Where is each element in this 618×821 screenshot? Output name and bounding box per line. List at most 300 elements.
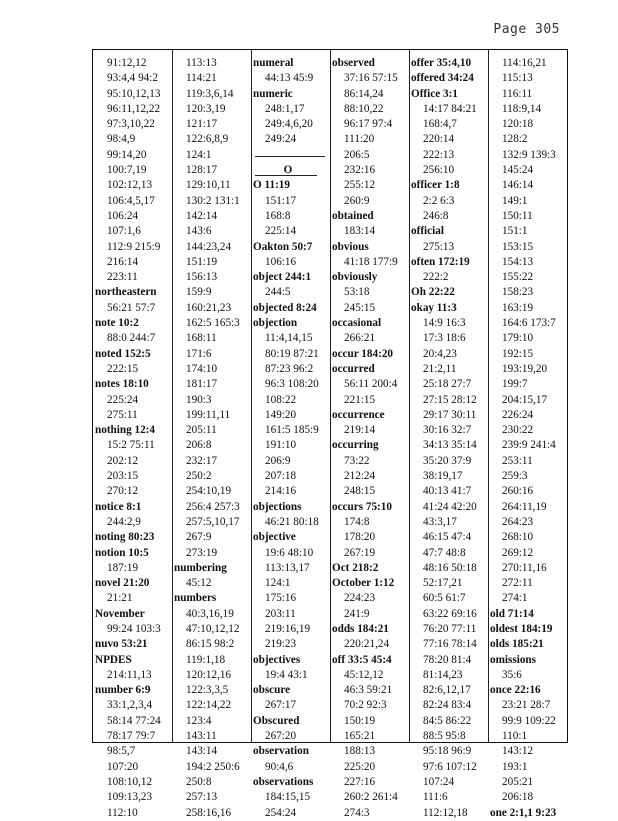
page-reference: 35:6 <box>502 668 522 681</box>
page-reference: 132:9 139:3 <box>502 148 556 161</box>
page-reference: 199:11,11 <box>186 408 231 421</box>
page-reference: 113:13,17 <box>265 561 310 574</box>
page-reference: 248:1,17 <box>265 102 305 115</box>
page-reference: 106:24 <box>107 209 139 222</box>
page-reference: 35:20 37:9 <box>423 454 472 467</box>
page-reference: 123:4 <box>186 714 212 727</box>
page-reference: 160:21,23 <box>186 301 232 314</box>
page-reference: 246:8 <box>423 209 449 222</box>
page-reference: 221:15 <box>344 393 376 406</box>
page-reference: 107:24 <box>423 775 455 788</box>
index-term: Obscured <box>253 714 300 727</box>
index-term: obtained <box>332 209 374 222</box>
page-reference: 222:2 <box>423 271 449 284</box>
page-reference: 168:11 <box>186 332 217 345</box>
index-term: object 244:1 <box>253 271 312 284</box>
page-reference: 82:24 83:4 <box>423 699 472 712</box>
page-reference: 184:15,15 <box>265 791 311 804</box>
page-reference: 222:13 <box>423 148 455 161</box>
index-term: okay 11:3 <box>411 301 457 314</box>
page-reference: 260:16 <box>502 485 534 498</box>
page-reference: 143:12 <box>502 745 534 758</box>
page-reference: 205:21 <box>502 775 534 788</box>
page-reference: 254:10,19 <box>186 485 232 498</box>
page-reference: 241:9 <box>344 607 370 620</box>
page-reference: 63:22 69:16 <box>423 607 477 620</box>
index-term: objective <box>253 531 296 544</box>
index-term: nothing 12:4 <box>95 424 155 437</box>
page-reference: 206:18 <box>502 791 534 804</box>
index-term: numbering <box>174 561 227 574</box>
index-term: numeral <box>253 57 294 69</box>
page-reference: 45:12 <box>186 577 212 590</box>
page-reference: 254:24 <box>265 806 297 819</box>
page-reference: 203:11 <box>265 607 296 620</box>
index-column-6 <box>490 56 566 819</box>
page-reference: 14:9 16:3 <box>423 317 466 330</box>
page-reference: 129:10,11 <box>186 179 231 192</box>
page-reference: 23:21 28:7 <box>502 699 551 712</box>
page-reference: 102:12,13 <box>107 179 153 192</box>
page-reference: 219:16,19 <box>265 622 311 635</box>
page-reference: 107:1,6 <box>107 225 141 238</box>
index-term: observation <box>253 745 309 758</box>
page-reference: 128:2 <box>502 133 528 146</box>
page-reference: 88:5 95:8 <box>423 730 466 743</box>
page-reference: 275:11 <box>107 408 138 421</box>
page-reference: 171:6 <box>186 347 212 360</box>
page-reference: 95:10,12,13 <box>107 87 161 100</box>
index-term: nuvo 53:21 <box>95 638 148 651</box>
index-term: number 6:9 <box>95 684 151 697</box>
index-term: officer 1:8 <box>411 179 460 192</box>
page-reference: 120:12,16 <box>186 668 232 681</box>
index-term: note 10:2 <box>95 317 139 330</box>
index-term: off 33:5 45:4 <box>332 653 392 666</box>
page-reference: 257:5,10,17 <box>186 515 240 528</box>
page-reference: 37:16 57:15 <box>344 72 398 85</box>
page-reference: 144:23,24 <box>186 240 232 253</box>
page-reference: 222:15 <box>107 362 139 375</box>
page-reference: 46:15 47:4 <box>423 531 472 544</box>
index-column-1 <box>95 56 173 819</box>
index-column-5 <box>411 56 489 819</box>
page-reference: 244:5 <box>265 286 291 299</box>
index-term: odds 184:21 <box>332 622 389 635</box>
page-reference: 159:9 <box>186 286 212 299</box>
page-reference: 188:13 <box>344 745 376 758</box>
page-reference: 120:3,19 <box>186 102 226 115</box>
page-reference: 267:19 <box>344 546 376 559</box>
page-reference: 97:6 107:12 <box>423 760 477 773</box>
page-reference: 168:4,7 <box>423 118 457 131</box>
page-reference: 162:5 165:3 <box>186 317 240 330</box>
index-term: occurring <box>332 439 379 452</box>
page-reference: 33:1,2,3,4 <box>107 699 153 712</box>
index-term: numbers <box>174 592 217 605</box>
page-reference: 258:16,16 <box>186 806 232 819</box>
page-reference: 214:11,13 <box>107 668 152 681</box>
page-reference: 202:12 <box>107 454 139 467</box>
page-reference: 17:3 18:6 <box>423 332 466 345</box>
page-reference: 21:2,11 <box>423 362 457 375</box>
page-reference: 111:6 <box>423 791 448 804</box>
page-reference: 56:11 200:4 <box>344 378 398 391</box>
page-reference: 95:18 96:9 <box>423 745 472 758</box>
index-term: October 1:12 <box>332 577 395 590</box>
page-reference: 41:24 42:20 <box>423 500 477 513</box>
page-reference: 179:10 <box>502 332 534 345</box>
index-term: obvious <box>332 240 369 253</box>
page-reference: 194:2 250:6 <box>186 760 240 773</box>
page-reference: 14:17 84:21 <box>423 102 477 115</box>
page-reference: 274:1 <box>502 592 528 605</box>
page-reference: 267:20 <box>265 730 297 743</box>
page-reference: 154:13 <box>502 255 534 268</box>
page-reference: 183:14 <box>344 225 376 238</box>
page-reference: 164:6 173:7 <box>502 317 556 330</box>
page-reference: 220:21,24 <box>344 638 390 651</box>
page-reference: 77:16 78:14 <box>423 638 477 651</box>
index-term: olds 185:21 <box>490 638 544 651</box>
page-reference: 266:21 <box>344 332 376 345</box>
page-reference: 206:9 <box>265 454 291 467</box>
page-reference: 232:16 <box>344 164 376 177</box>
page-reference: 19:6 48:10 <box>265 546 314 559</box>
index-term: one 2:1,1 9:23 <box>490 806 557 819</box>
page-reference: 25:18 27:7 <box>423 378 472 391</box>
page-reference: 100:7,19 <box>107 164 147 177</box>
page-reference: 108:10,12 <box>107 775 153 788</box>
page-reference: 34:13 35:14 <box>423 439 477 452</box>
page-reference: 250:2 <box>186 470 212 483</box>
index-term: obscure <box>253 684 291 697</box>
page-reference: 56:21 57:7 <box>107 301 156 314</box>
index-term: O 11:19 <box>253 179 290 192</box>
index-term: northeastern <box>95 286 157 299</box>
page-reference: 112:9 215:9 <box>107 240 161 253</box>
index-term: noting 80:23 <box>95 531 155 544</box>
page-reference: 91:12,12 <box>107 57 147 69</box>
page-reference: 192:15 <box>502 347 534 360</box>
page-reference: 191:10 <box>265 439 297 452</box>
index-column-4 <box>332 56 410 819</box>
page-reference: 219:23 <box>265 638 297 651</box>
index-column-2 <box>174 56 252 819</box>
page-number: Page 305 <box>493 22 560 37</box>
page-reference: 122:3,3,5 <box>186 684 229 697</box>
page-reference: 249:24 <box>265 133 297 146</box>
page-reference: 193:1 <box>502 760 528 773</box>
page-reference: 239:9 241:4 <box>502 439 556 452</box>
page-reference: 113:13 <box>186 57 217 69</box>
page-reference: 230:22 <box>502 424 534 437</box>
page-reference: 268:10 <box>502 531 534 544</box>
page-reference: 110:1 <box>502 730 528 743</box>
page-reference: 224:23 <box>344 592 376 605</box>
page-reference: 107:20 <box>107 760 139 773</box>
page-reference: 250:8 <box>186 775 212 788</box>
index-term: occurrence <box>332 408 385 421</box>
page-reference: 86:15 98:2 <box>186 638 235 651</box>
index-term: objections <box>253 500 302 513</box>
page-reference: 150:19 <box>344 714 376 727</box>
page-reference: 156:13 <box>186 271 218 284</box>
page-reference: 38:19,17 <box>423 470 463 483</box>
page-reference: 257:13 <box>186 791 218 804</box>
page-reference: 128:17 <box>186 164 218 177</box>
page-reference: 98:5,7 <box>107 745 136 758</box>
page-reference: 253:11 <box>502 454 533 467</box>
page-reference: 206:8 <box>186 439 212 452</box>
page-reference: 48:16 50:18 <box>423 561 477 574</box>
page-reference: 153:15 <box>502 240 534 253</box>
page-reference: 225:24 <box>107 393 139 406</box>
page-reference: 116:11 <box>502 87 533 100</box>
page-reference: 106:4,5,17 <box>107 194 155 207</box>
page-reference: 108:22 <box>265 393 297 406</box>
index-term: observed <box>332 57 375 69</box>
page-reference: 260:9 <box>344 194 370 207</box>
page-reference: 96:11,12,22 <box>107 102 161 115</box>
page-reference: 114:21 <box>186 72 217 85</box>
page-reference: 99:9 109:22 <box>502 714 556 727</box>
page-reference: 87:23 96:2 <box>265 362 314 375</box>
index-term: once 22:16 <box>490 684 541 697</box>
page-reference: 88:0 244:7 <box>107 332 156 345</box>
page-reference: 264:23 <box>502 515 534 528</box>
page-reference: 225:14 <box>265 225 297 238</box>
page-reference: 151:1 <box>502 225 528 238</box>
page-reference: 46:3 59:21 <box>344 684 393 697</box>
index-column-3 <box>253 56 331 819</box>
index-term: objectives <box>253 653 301 666</box>
page-reference: 216:14 <box>107 255 139 268</box>
page-reference: 272:11 <box>502 577 533 590</box>
index-term: objected 8:24 <box>253 301 317 314</box>
page-reference: 206:5 <box>344 148 370 161</box>
page-reference: 70:2 92:3 <box>344 699 387 712</box>
page-reference: 2:2 6:3 <box>423 194 455 207</box>
page-reference: 96:3 108:20 <box>265 378 319 391</box>
page-reference: 90:4,6 <box>265 760 294 773</box>
page-reference: 44:13 45:9 <box>265 72 314 85</box>
page-reference: 11:4,14,15 <box>265 332 313 345</box>
page-reference: 45:12,12 <box>344 668 384 681</box>
page-reference: 27:15 28:12 <box>423 393 477 406</box>
page-reference: 145:24 <box>502 164 534 177</box>
page-reference: 248:15 <box>344 485 376 498</box>
page-reference: 106:16 <box>265 255 297 268</box>
page-reference: 181:17 <box>186 378 218 391</box>
index-term: official <box>411 225 444 238</box>
page-reference: 151:17 <box>265 194 297 207</box>
page-reference: 40:3,16,19 <box>186 607 234 620</box>
index-term: occurs 75:10 <box>332 500 392 513</box>
page-reference: 119:1,18 <box>186 653 226 666</box>
page-reference: 109:13,23 <box>107 791 153 804</box>
index-term: oldest 184:19 <box>490 622 553 635</box>
page-reference: 212:24 <box>344 470 376 483</box>
page-reference: 19:4 43:1 <box>265 668 308 681</box>
page-reference: 219:14 <box>344 424 376 437</box>
page-reference: 205:11 <box>186 424 217 437</box>
page-reference: 214:16 <box>265 485 297 498</box>
index-term: notes 18:10 <box>95 378 149 391</box>
page-reference: 226:24 <box>502 408 534 421</box>
page-reference: 187:19 <box>107 561 139 574</box>
page-reference: 41:18 177:9 <box>344 255 398 268</box>
index-term: old 71:14 <box>490 607 534 620</box>
page-reference: 225:20 <box>344 760 376 773</box>
page-reference: 165:21 <box>344 730 376 743</box>
page-reference: 124:1 <box>265 577 291 590</box>
page-reference: 30:16 32:7 <box>423 424 472 437</box>
index-term: Office 3:1 <box>411 87 458 100</box>
page-reference: 269:12 <box>502 546 534 559</box>
page-reference: 47:10,12,12 <box>186 622 240 635</box>
index-term: NPDES <box>95 653 132 666</box>
page-reference: 99:14,20 <box>107 148 147 161</box>
index-term: notice 8:1 <box>95 500 142 513</box>
page-reference: 112:12,18 <box>423 806 468 819</box>
index-term: offer 35:4,10 <box>411 57 472 69</box>
page-reference: 256:10 <box>423 164 455 177</box>
page-reference: 121:17 <box>186 118 218 131</box>
page-reference: 82:6,12,17 <box>423 684 471 697</box>
page-reference: 255:12 <box>344 179 376 192</box>
page-reference: 88:10,22 <box>344 102 384 115</box>
page-reference: 53:18 <box>344 286 370 299</box>
page-reference: 98:4,9 <box>107 133 136 146</box>
index-term: obviously <box>332 271 378 284</box>
index-term: novel 21:20 <box>95 577 150 590</box>
page-reference: 275:13 <box>423 240 455 253</box>
page-reference: 112:10 <box>107 806 138 819</box>
page-reference: 227:16 <box>344 775 376 788</box>
page-reference: 130:2 131:1 <box>186 194 240 207</box>
page-reference: 143:14 <box>186 745 218 758</box>
page-reference: 178:20 <box>344 531 376 544</box>
page-reference: 150:11 <box>502 209 533 222</box>
index-term: Oh 22:22 <box>411 286 455 299</box>
page-reference: 163:19 <box>502 301 534 314</box>
page-reference: 122:6,8,9 <box>186 133 229 146</box>
page-reference: 119:3,6,14 <box>186 87 234 100</box>
page-reference: 52:17,21 <box>423 577 463 590</box>
index-frame <box>92 49 568 819</box>
page-reference: 270:12 <box>107 485 139 498</box>
page-reference: 76:20 77:11 <box>423 622 477 635</box>
page-reference: 190:3 <box>186 393 212 406</box>
page-reference: 151:19 <box>186 255 218 268</box>
page-reference: 60:5 61:7 <box>423 592 466 605</box>
page-reference: 155:22 <box>502 271 534 284</box>
page-reference: 267:17 <box>265 699 297 712</box>
page-reference: 270:11,16 <box>502 561 547 574</box>
page-reference: 158:23 <box>502 286 534 299</box>
page-reference: 118:9,14 <box>502 102 542 115</box>
page-reference: 124:1 <box>186 148 212 161</box>
page-reference: 244:2,9 <box>107 515 141 528</box>
page-reference: 143:11 <box>186 730 217 743</box>
index-term: occurred <box>332 362 375 375</box>
index-term: Oct 218:2 <box>332 561 379 574</box>
page-reference: 21:21 <box>107 592 133 605</box>
page-reference: 146:14 <box>502 179 534 192</box>
page-reference: 245:15 <box>344 301 376 314</box>
page-reference: 122:14,22 <box>186 699 232 712</box>
page-reference: 175:16 <box>265 592 297 605</box>
index-term: objection <box>253 317 298 330</box>
page-reference: 220:14 <box>423 133 455 146</box>
page-reference: 273:19 <box>186 546 218 559</box>
index-term: Oakton 50:7 <box>253 240 313 253</box>
page-reference: 99:24 103:3 <box>107 622 161 635</box>
page-reference: 40:13 41:7 <box>423 485 472 498</box>
page-reference: 149:1 <box>502 194 528 207</box>
page-reference: 174:10 <box>186 362 218 375</box>
page-reference: 58:14 77:24 <box>107 714 161 727</box>
page-reference: 20:4,23 <box>423 347 457 360</box>
page-reference: 168:8 <box>265 209 291 222</box>
page-reference: 78:20 81:4 <box>423 653 472 666</box>
section-rule <box>253 148 331 163</box>
page-reference: 264:11,19 <box>502 500 547 513</box>
page-reference: 120:18 <box>502 118 534 131</box>
index-term: offered 34:24 <box>411 72 474 85</box>
section-letter: O <box>253 163 331 178</box>
page-reference: 93:4,4 94:2 <box>107 72 158 85</box>
index-term: numeric <box>253 87 293 100</box>
page-reference: 267:9 <box>186 531 212 544</box>
page-reference: 161:5 185:9 <box>265 424 319 437</box>
page-reference: 149:20 <box>265 408 297 421</box>
page-reference: 193:19,20 <box>502 362 548 375</box>
page-reference: 256:4 257:3 <box>186 500 240 513</box>
index-term: occasional <box>332 317 382 330</box>
page-reference: 80:19 87:21 <box>265 347 319 360</box>
page-reference: 73:22 <box>344 454 370 467</box>
index-term: notion 10:5 <box>95 546 149 559</box>
page-reference: 207:18 <box>265 470 297 483</box>
page-reference: 47:7 48:8 <box>423 546 466 559</box>
page-reference: 81:14,23 <box>423 668 463 681</box>
page-reference: 114:16,21 <box>502 57 547 69</box>
page-reference: 97:3,10,22 <box>107 118 155 131</box>
page-reference: 78:17 79:7 <box>107 730 156 743</box>
page-reference: 43:3,17 <box>423 515 457 528</box>
page-reference: 86:14,24 <box>344 87 384 100</box>
page-reference: 274:3 <box>344 806 370 819</box>
page-reference: 15:2 75:11 <box>107 439 155 452</box>
page-reference: 223:11 <box>107 271 138 284</box>
page-reference: 96:17 97:4 <box>344 118 393 131</box>
page-reference: 115:13 <box>502 72 533 85</box>
page-reference: 29:17 30:11 <box>423 408 477 421</box>
page-reference: 203:15 <box>107 470 139 483</box>
page-reference: 46:21 80:18 <box>265 515 319 528</box>
page-reference: 259:3 <box>502 470 528 483</box>
index-term: often 172:19 <box>411 255 470 268</box>
page-reference: 204:15,17 <box>502 393 548 406</box>
index-term: noted 152:5 <box>95 347 151 360</box>
page-reference: 111:20 <box>344 133 375 146</box>
index-term: observations <box>253 775 314 788</box>
page-reference: 249:4,6,20 <box>265 118 313 131</box>
index-term: November <box>95 607 145 620</box>
page-reference: 199:7 <box>502 378 528 391</box>
